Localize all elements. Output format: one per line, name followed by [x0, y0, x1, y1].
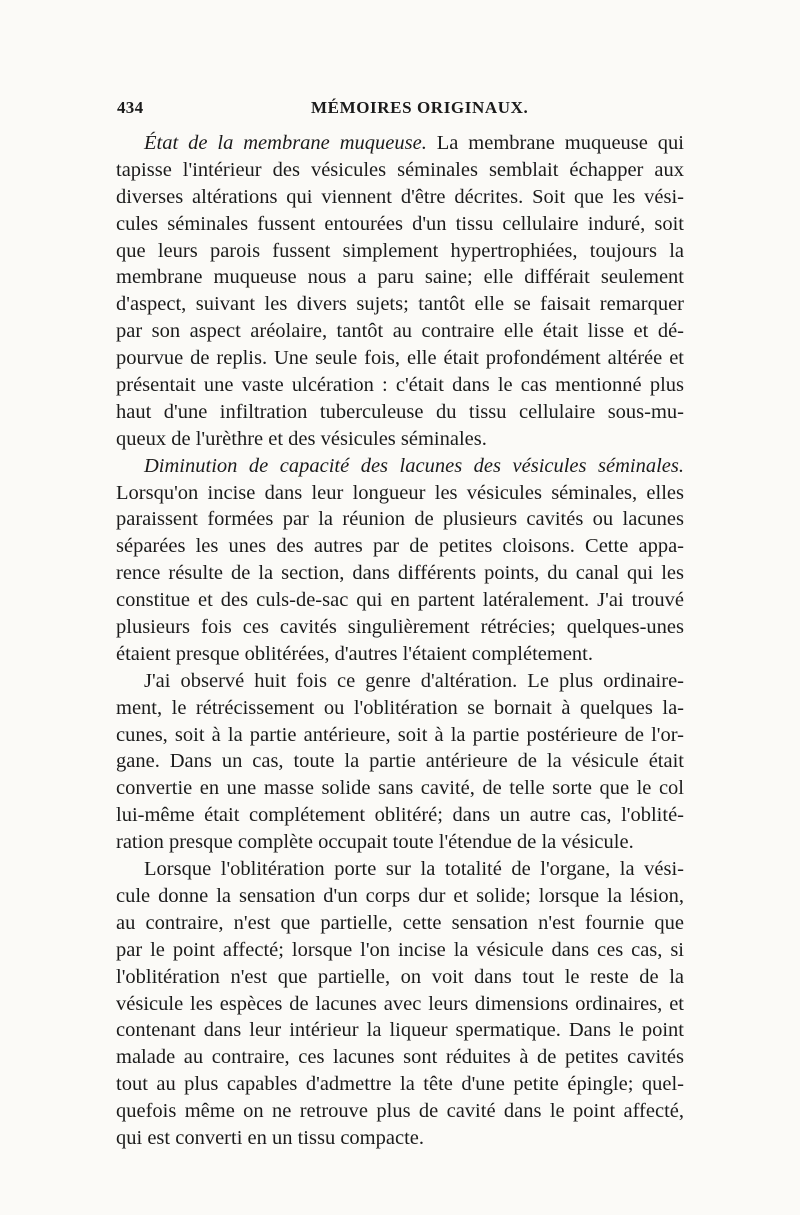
line-text: rence résulte de la section, dans différents points, du canal qui les: [116, 562, 684, 585]
text-line: [116, 560, 684, 587]
line-text: contenant dans leur intérieur la liqueur spermatique. Dans le point: [116, 1019, 684, 1042]
line-text: d'aspect, suivant les divers sujets; tantôt elle se faisait remarquer: [116, 293, 684, 316]
line-text: séparées les unes des autres par de petites cloisons. Cette appa-: [116, 535, 684, 558]
line-text: quefois même on ne retrouve plus de cavité dans le point affecté,: [116, 1100, 684, 1123]
text-line: [116, 399, 684, 426]
text-line: [116, 480, 684, 507]
text-line: [116, 937, 684, 964]
text-line: [116, 829, 684, 856]
text-line: [116, 1071, 684, 1098]
line-text: constitue et des culs-de-sac qui en partent latéralement. J'ai trouvé: [116, 589, 684, 612]
text-line: [116, 856, 684, 883]
text-line: [116, 533, 684, 560]
line-text: pourvue de replis. Une seule fois, elle était profondément altérée et: [116, 347, 684, 370]
paragraph: [116, 668, 684, 856]
text-line: [116, 211, 684, 238]
line-text: que leurs parois fussent simplement hypertrophiées, toujours la: [116, 239, 684, 262]
line-text: malade au contraire, ces lacunes sont réduites à de petites cavités: [116, 1046, 684, 1069]
text-line: [116, 264, 684, 291]
text-line: [116, 1044, 684, 1071]
text-line: [116, 802, 684, 829]
section-heading: Diminution de capacité des lacunes des vésicules séminales.: [144, 454, 684, 477]
line-text: queux de l'urèthre et des vésicules séminales.: [116, 427, 487, 450]
line-text: par le point affecté; lorsque l'on incise la vésicule dans ces cas, si: [116, 938, 684, 961]
line-text: cule donne la sensation d'un corps dur et solide; lorsque la lésion,: [116, 884, 684, 907]
text-line: [116, 991, 684, 1018]
text-line: [116, 372, 684, 399]
running-head: MÉMOIRES ORIGINAUX.: [311, 98, 529, 117]
text-line: [116, 910, 684, 937]
line-text: membrane muqueuse nous a paru saine; elle différait seulement: [116, 266, 684, 289]
text-line: [116, 426, 684, 453]
line-text: paraissent formées par la réunion de plusieurs cavités ou lacunes: [116, 508, 684, 531]
paragraph: [116, 856, 684, 1152]
line-text: convertie en une masse solide sans cavité, de telle sorte que le col: [116, 777, 684, 800]
line-text: qui est converti en un tissu compacte.: [116, 1126, 424, 1149]
text-line: [116, 668, 684, 695]
line-text: tout au plus capables d'admettre la tête d'une petite épingle; quel-: [116, 1073, 684, 1096]
line-text: cules séminales fussent entourées d'un tissu cellulaire induré, soit: [116, 212, 684, 235]
line-text: au contraire, n'est que partielle, cette sensation n'est fournie que: [116, 911, 684, 934]
text-line: [116, 964, 684, 991]
text-line: [116, 238, 684, 265]
text-line: [116, 883, 684, 910]
section-heading: État de la membrane muqueuse.: [144, 132, 427, 154]
text-line: [116, 130, 684, 157]
text-line: [116, 722, 684, 749]
line-text: lui-même était complétement oblitéré; dans un autre cas, l'oblité-: [116, 804, 684, 827]
line-text: plusieurs fois ces cavités singulièrement rétrécies; quelques-unes: [116, 616, 684, 639]
line-text: La membrane muqueuse qui: [426, 132, 684, 154]
text-line: [116, 1125, 684, 1152]
text-line: [116, 587, 684, 614]
paragraph: [116, 453, 684, 668]
text-line: [116, 695, 684, 722]
line-text: ration presque complète occupait toute l'étendue de la vésicule.: [116, 831, 634, 854]
line-text: gane. Dans un cas, toute la partie antérieure de la vésicule était: [116, 750, 684, 773]
text-line: [116, 775, 684, 802]
text-line: [116, 641, 684, 668]
line-text: vésicule les espèces de lacunes avec leurs dimensions ordinaires, et: [116, 992, 684, 1015]
text-line: [116, 184, 684, 211]
line-text: présentait une vaste ulcération : c'était dans le cas mentionné plus: [116, 374, 684, 397]
body-text: [116, 130, 684, 1152]
line-text: cunes, soit à la partie antérieure, soit à la partie postérieure de l'or-: [116, 723, 684, 746]
text-line: [116, 1098, 684, 1125]
line-text: haut d'une infiltration tuberculeuse du tissu cellulaire sous-mu-: [116, 400, 684, 423]
line-text: par son aspect aréolaire, tantôt au contraire elle était lisse et dé-: [116, 320, 684, 343]
text-line: [116, 506, 684, 533]
page-number: 434: [117, 98, 144, 117]
text-line: [116, 1017, 684, 1044]
line-text: l'oblitération n'est que partielle, on voit dans tout le reste de la: [116, 965, 684, 988]
paragraph: [116, 130, 684, 453]
text-line: [116, 453, 684, 480]
text-line: [116, 748, 684, 775]
text-line: [116, 157, 684, 184]
line-text: J'ai observé huit fois ce genre d'altération. Le plus ordinaire-: [144, 669, 684, 692]
line-text: ment, le rétrécissement ou l'oblitération se bornait à quelques la-: [116, 696, 684, 719]
line-text: tapisse l'intérieur des vésicules séminales semblait échapper aux: [116, 158, 684, 181]
line-text: Lorsque l'oblitération porte sur la totalité de l'organe, la vési-: [144, 858, 684, 881]
line-text: diverses altérations qui viennent d'être décrites. Soit que les vési-: [116, 185, 684, 208]
line-text: étaient presque oblitérées, d'autres l'étaient complétement.: [116, 642, 593, 665]
text-line: [116, 318, 684, 345]
line-text: Lorsqu'on incise dans leur longueur les vésicules séminales, elles: [116, 481, 684, 504]
text-line: [116, 614, 684, 641]
text-line: [116, 345, 684, 372]
text-line: [116, 291, 684, 318]
